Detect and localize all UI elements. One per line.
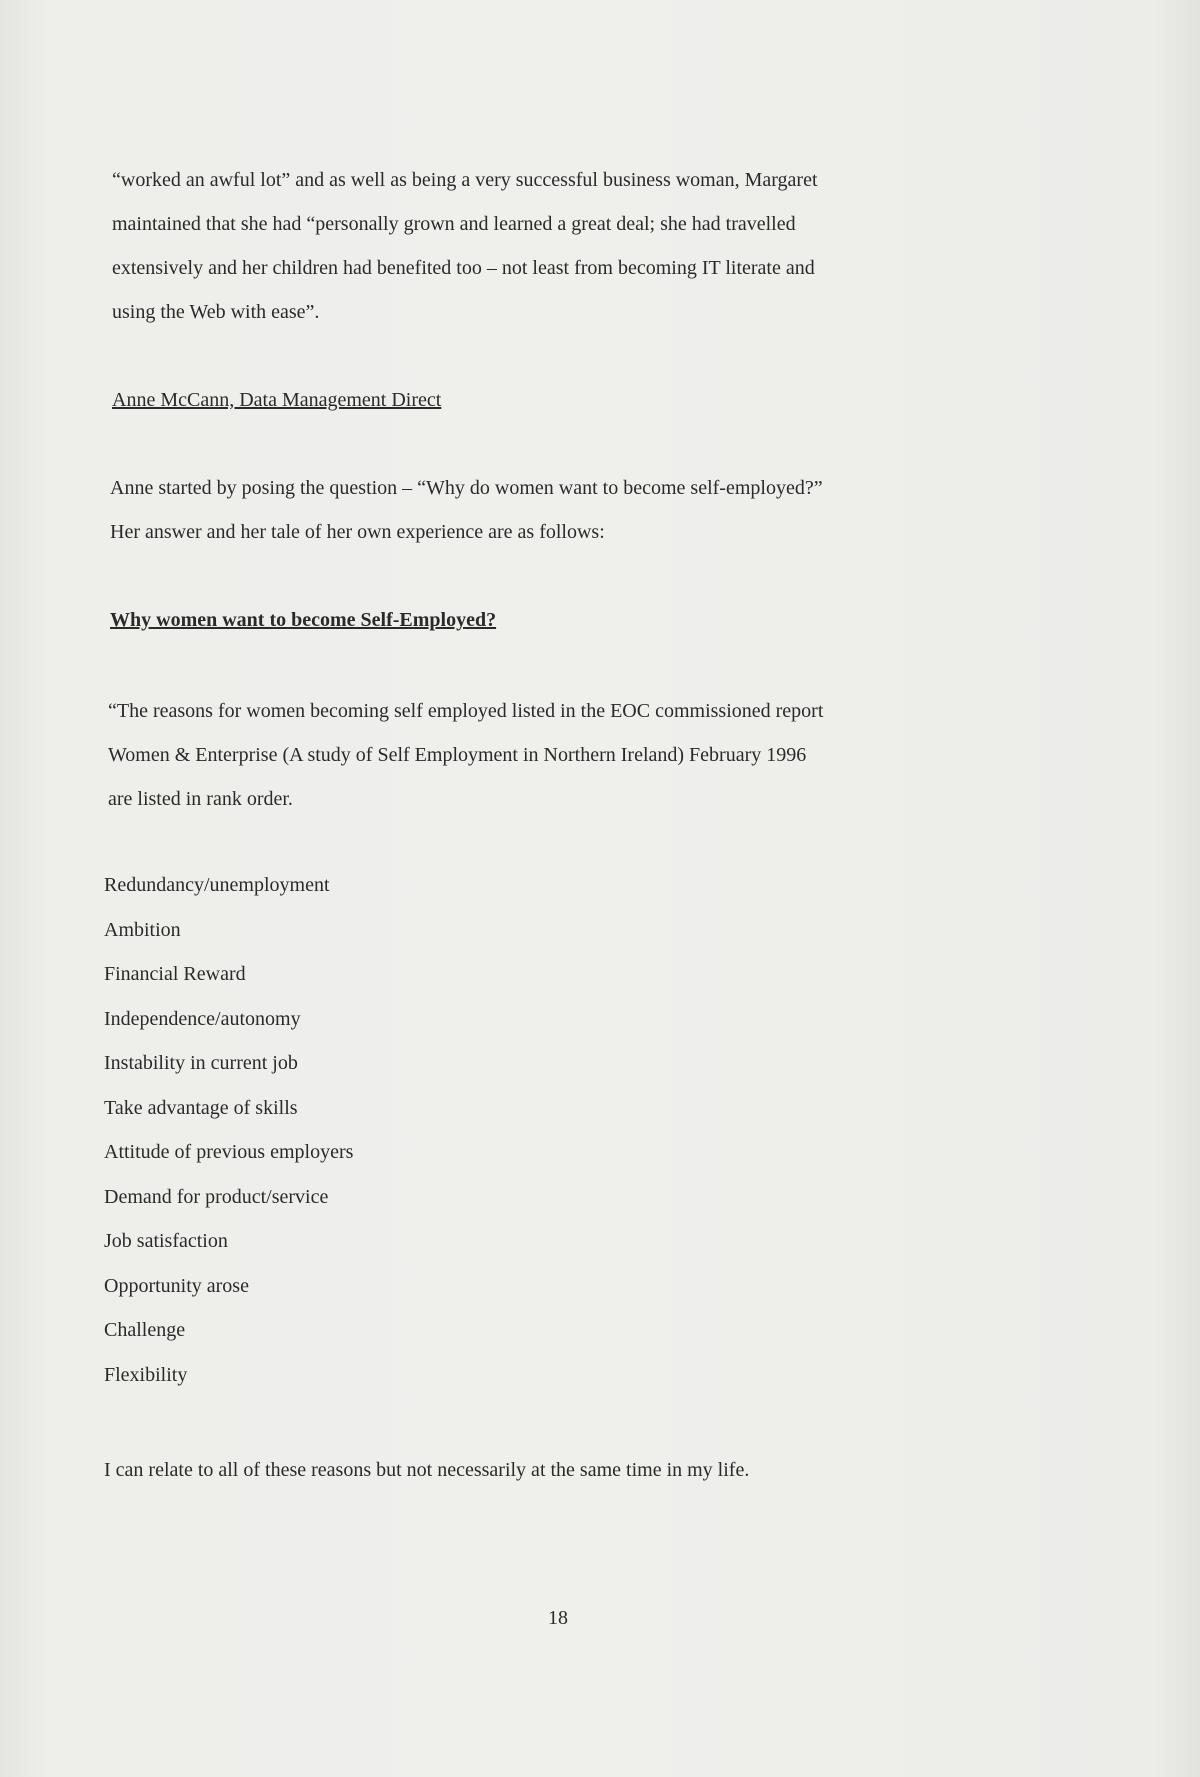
reason-item: Job satisfaction (104, 1230, 228, 1252)
section-heading: Why women want to become Self-Employed? (110, 609, 497, 631)
report-line: Women & Enterprise (A study of Self Employment in Northern Ireland) February 1996 (108, 744, 807, 766)
report-line: are listed in rank order. (108, 788, 293, 810)
reason-item: Financial Reward (104, 963, 246, 985)
reason-item: Instability in current job (104, 1052, 298, 1074)
reason-item: Opportunity arose (104, 1275, 249, 1297)
continuation-line: extensively and her children had benefited too – not least from becoming IT literate and (112, 257, 815, 279)
speaker-heading: Anne McCann, Data Management Direct (112, 389, 442, 411)
continuation-line: using the Web with ease”. (112, 301, 320, 323)
reason-item: Attitude of previous employers (104, 1141, 354, 1163)
continuation-line: maintained that she had “personally grown and learned a great deal; she had travelled (112, 213, 796, 235)
reason-item: Independence/autonomy (104, 1008, 301, 1030)
reason-item: Take advantage of skills (104, 1097, 298, 1119)
reason-item: Demand for product/service (104, 1186, 329, 1208)
reason-item: Ambition (104, 919, 181, 941)
report-line: “The reasons for women becoming self employed listed in the EOC commissioned report (108, 700, 824, 722)
page-number: 18 (548, 1607, 568, 1629)
continuation-line: “worked an awful lot” and as well as being a very successful business woman, Margaret (112, 169, 818, 191)
reason-item: Challenge (104, 1319, 186, 1341)
reason-item: Flexibility (104, 1364, 188, 1386)
closing-sentence: I can relate to all of these reasons but not necessarily at the same time in my life. (104, 1459, 750, 1481)
intro-line: Her answer and her tale of her own experience are as follows: (110, 521, 605, 543)
reason-item: Redundancy/unemployment (104, 874, 330, 896)
intro-line: Anne started by posing the question – “Why do women want to become self-employed?” (110, 477, 823, 499)
